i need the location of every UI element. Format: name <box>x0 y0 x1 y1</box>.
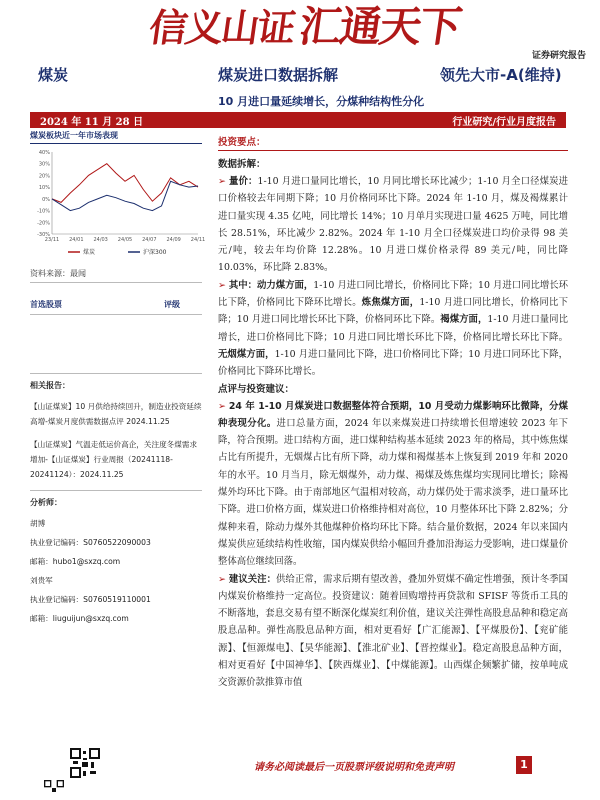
report-kind: 证券研究报告 <box>531 51 586 61</box>
para-bold: 无烟煤方面， <box>218 348 275 360</box>
analyst-reg: 执业登记编码：S0760519110001 <box>30 595 151 604</box>
masthead <box>0 0 600 70</box>
slogan-right: 汇通天下 <box>296 2 464 51</box>
chart-y-tick-label: 20% <box>38 173 50 180</box>
para-lead: 建议关注： <box>228 573 277 585</box>
chart-svg <box>30 146 206 264</box>
para-lead: 量价： <box>228 176 258 187</box>
chart-x-tick-label: 23/11 <box>44 237 60 243</box>
main-content <box>218 134 568 692</box>
report-type: 行业研究/行业月度报告 <box>452 117 556 128</box>
para-comment <box>218 398 568 571</box>
chart-y-tick-label: 10% <box>38 185 50 192</box>
subtitle: 10 月进口量延续增长，分煤种结构性分化 <box>218 95 425 108</box>
para-lead: 其中： <box>228 279 258 291</box>
stock-head-left: 首选股票 <box>30 300 62 309</box>
bullet-arrow-icon: ➢ <box>218 573 226 585</box>
analyst-reg: 执业登记编码：S0760522090003 <box>30 538 151 547</box>
related-reports <box>30 373 202 482</box>
chart-source: 资料来源：最闻 <box>30 268 202 283</box>
bullet-arrow-icon: ➢ <box>218 176 226 187</box>
chart-x-tick-label: 24/05 <box>117 237 133 243</box>
rating-label: 领先大市-A(维持) <box>440 66 562 84</box>
footer <box>30 756 570 776</box>
para-bold: 炼焦煤方面， <box>361 297 420 309</box>
para-suggestion <box>218 571 568 692</box>
chart-legend-label: 沪深300 <box>143 249 167 256</box>
para-volume-price <box>218 173 568 277</box>
para-text: 1-10 月进口量同比增长，10 月同比增长环比减少；1-10 月全口径煤炭进口价格较去年同期下降；10 月价格同环比下降。2024 年 1-10 月，煤及褐煤累计进口量实现 4.35 亿吨，同比增长 14%；10 月单月实现进口量 4625 万吨，同比增长 28.51%，环比减少 2.82%。2024 年 1-10 月全口径煤炭进口均价录得 98 美元/吨，较去年均价降 12.28%。10 月进口煤价格录得 89 美元/吨，同比降 10.03%，环比降 2.83%。 <box>218 176 568 274</box>
analyst-name: 胡博 <box>30 519 46 528</box>
slogan-left: 信义山证 <box>146 5 297 50</box>
analyst-name: 刘贵军 <box>30 576 53 585</box>
sidebar <box>30 130 206 628</box>
chart-x-tick-label: 24/11 <box>190 237 206 243</box>
para-bold: 动力煤方面， <box>257 279 314 291</box>
page-title: 煤炭进口数据拆解 <box>218 66 339 84</box>
slogan <box>146 0 464 54</box>
report-date: 2024 年 11 月 28 日 <box>40 117 144 128</box>
comment-section-title: 点评与投资建议： <box>218 383 295 395</box>
para-text: 1-10 月进口同比增长，价格同比下降；10 月进口同比增长环比下降，价格同比下降环比增长。 <box>218 279 568 309</box>
title-row <box>0 64 600 86</box>
chart-y-tick-label: 40% <box>38 150 50 156</box>
date-band <box>30 112 566 128</box>
bullet-arrow-icon: ➢ <box>218 279 226 291</box>
chart-x-tick-label: 24/01 <box>69 237 84 243</box>
para-text: 1-10 月进口量同比增长，进口价格同比下降；10 月进口同比增长环比下降，价格同比增长环比下降。 <box>218 314 568 343</box>
chart-y-tick-label: -10% <box>37 208 50 215</box>
para-bold: 褐煤方面， <box>440 314 488 326</box>
analyst-email[interactable]: 邮箱：liuguijun@sxzq.com <box>30 614 129 623</box>
analyst-title: 分析师： <box>30 490 202 508</box>
analyst-email[interactable]: 邮箱：hubo1@sxzq.com <box>30 557 121 566</box>
market-chart <box>30 146 206 264</box>
chart-x-tick-label: 24/09 <box>166 237 181 243</box>
chart-x-tick-label: 24/03 <box>93 237 108 243</box>
chart-series-line <box>52 181 198 210</box>
chart-title: 煤炭板块近一年市场表现 <box>30 130 202 144</box>
disclaimer: 请务必阅读最后一页股票评级说明和免责声明 <box>254 762 454 773</box>
qr-code-icon <box>70 748 100 778</box>
chart-legend-label: 煤炭 <box>83 249 96 256</box>
para-text: 供给正常，需求后期有望改善，叠加外贸煤不确定性增强，预计冬季国内煤炭价格维持一定高位。投资建议：随着回购增持再贷款和 SFISF 等货币工具的不断落地，套息交易有望不断深化煤炭红利价值，建议关注弹性高股息品种和稳定高股息品种。弹性高股息品种方面，相对更看好【广汇能源】、【平煤股份】、【兖矿能源】、【恒源煤电】、【昊华能源】、【淮北矿业】、【晋控煤业】。稳定高股息品种方面，相对更看好【中国神华】、【陕西煤业】、【中煤能源】。山西煤企频繁扩储，按单吨成交资源价款推算市值 <box>218 573 568 689</box>
related-item[interactable]: 【山证煤炭】气温走低运价高企，关注度冬煤需求增加-【山证煤炭】行业周报（20241118-20241124）：2024.11.25 <box>30 440 198 479</box>
related-item[interactable]: 【山证煤炭】10 月供给持续回升，制造业投资延续高增-煤炭月度供需数据点评 2024.11.25 <box>30 402 202 426</box>
chart-y-tick-label: 0% <box>42 196 50 203</box>
para-text: 进口总量方面，2024 年以来煤炭进口持续增长但增速较 2023 年下降，符合预期。进口结构方面，进口煤种结构基本延续 2023 年的格局，其中炼焦煤占比有所提升，无烟煤占比有所下降，动力煤和褐煤基本上恢复到 2019 年和 2020 年的水平。10 月当月，除无烟煤外，动力煤、褐煤及炼焦煤均实现同比增长；除褐煤外均环比下降。由于南部地区气温相对较高，动力煤仍处于需求淡季，进口量环比下降。进口价格方面，煤炭进口价格维持相对高位，10 月整体环比下降 2.82%；分煤种来看，除动力煤外其他煤种价格均环比下降。结合量价数据，2024 年以来国内煤炭供应延续结构性收缩，国内煤炭供给小幅回升叠加沿海运力受影响，进口煤量价整体高位继续回落。 <box>218 417 568 568</box>
page-number: 1 <box>516 756 532 774</box>
para-text: 1-10 月进口同比增长，价格同比下降；10 月进口同比增长环比下降，价格同环比下降。 <box>218 297 568 326</box>
stock-head-right: 评级 <box>164 300 180 309</box>
chart-y-tick-label: -30% <box>37 232 50 238</box>
stock-table-header <box>30 299 202 315</box>
chart-y-tick-label: -20% <box>37 220 50 227</box>
related-title: 相关报告： <box>30 381 70 390</box>
chart-x-tick-label: 24/07 <box>142 237 157 243</box>
bullet-arrow-icon: ➢ <box>218 400 226 412</box>
para-lead: 24 年 1-10 月煤炭进口数据整体符合预期，10 月受动力煤影响环比微降，分煤种表现分化。 <box>218 400 568 429</box>
qr-code-icon <box>44 780 64 800</box>
key-points-title: 投资要点： <box>218 134 568 151</box>
industry-label: 煤炭 <box>38 66 69 84</box>
para-coal-types <box>218 277 568 381</box>
data-section-title: 数据拆解： <box>218 159 266 170</box>
chart-y-tick-label: 30% <box>38 161 50 168</box>
para-text: 1-10 月进口量同比下降，进口价格同比下降；10 月进口同环比下降，价格同比下降环比增长。 <box>218 348 568 378</box>
